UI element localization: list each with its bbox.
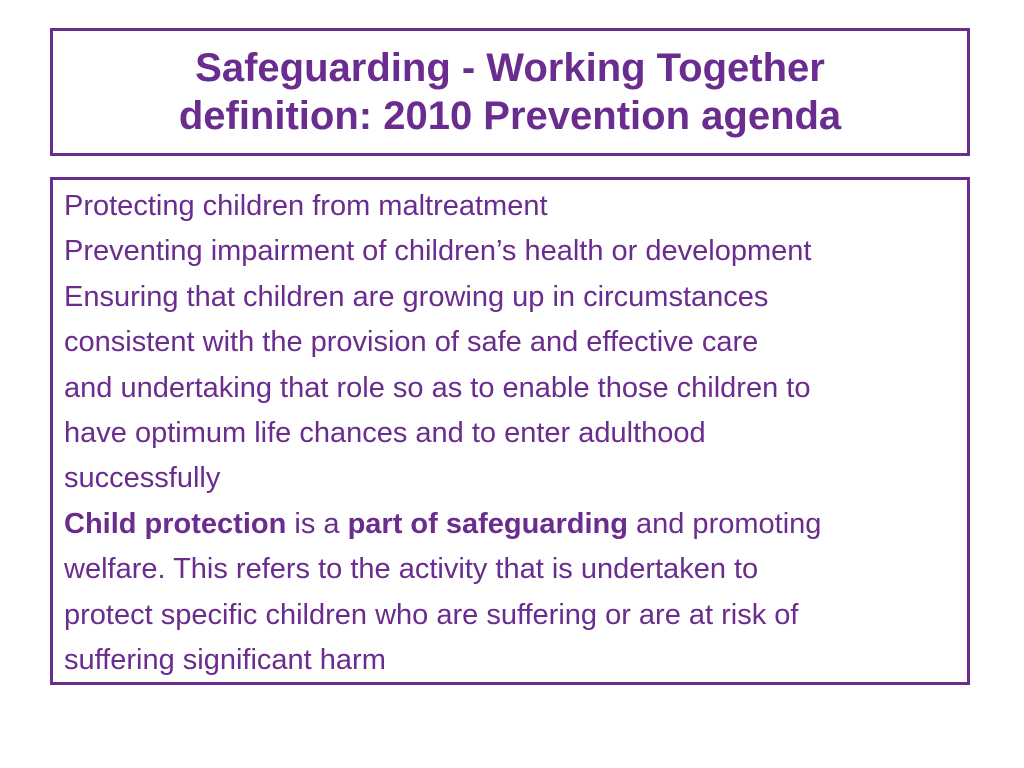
content-box — [50, 177, 970, 685]
body-line: Ensuring that children are growing up in circumstances — [64, 280, 769, 313]
body-line: Preventing impairment of children’s health or development — [64, 235, 812, 268]
closing-line: welfare. This refers to the activity that is undertaken to — [64, 553, 759, 586]
body-line: and undertaking that role so as to enable those children to — [64, 371, 811, 404]
body-line: successfully — [64, 462, 221, 495]
part-of-safeguarding-term: part of safeguarding — [347, 507, 628, 540]
closing-line: protect specific children who are suffering or are at risk of — [64, 598, 799, 631]
connector-text: is a — [286, 507, 348, 540]
child-protection-line — [64, 502, 967, 547]
body-line: consistent with the provision of safe and effective care — [64, 326, 759, 359]
slide-title-line-2: definition: 2010 Prevention agenda — [178, 94, 842, 138]
title-box — [50, 28, 970, 156]
slide-title-line-1: Safeguarding - Working Together — [195, 46, 825, 90]
child-protection-term: Child protection — [64, 507, 287, 540]
closing-line: suffering significant harm — [64, 644, 386, 677]
trailing-text: and promoting — [627, 507, 822, 540]
body-line: have optimum life chances and to enter adulthood — [64, 417, 706, 450]
body-line: Protecting children from maltreatment — [64, 190, 548, 222]
